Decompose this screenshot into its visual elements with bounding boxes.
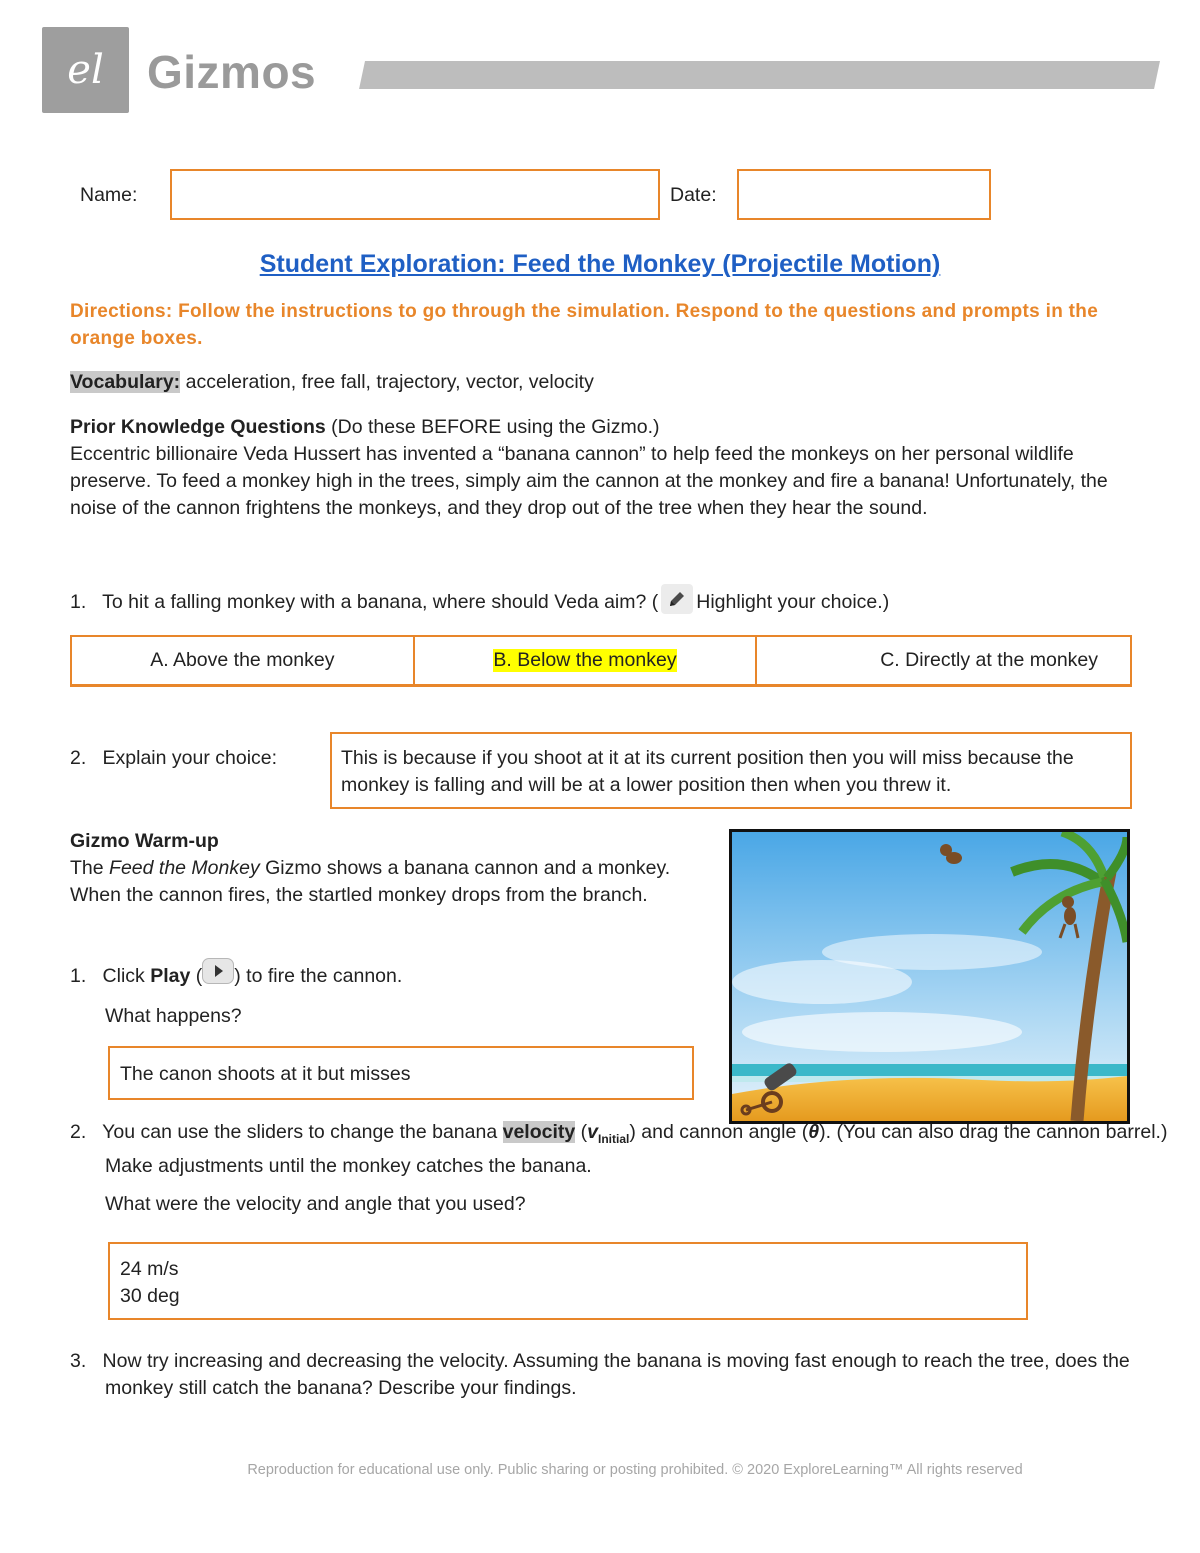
w1-text-before: Click: [102, 965, 151, 987]
vocabulary-terms: acceleration, free fall, trajectory, vector, velocity: [185, 371, 594, 393]
w1-text-after: ) to fire the cannon.: [234, 965, 403, 987]
w3-text: Now try increasing and decreasing the velocity. Assuming the banana is moving fast enough to reach the tree, does the monkey still catch the banana? Describe your findings.: [102, 1350, 1130, 1399]
warmup-desc-after: Gizmo shows a banana cannon and a monkey. When the cannon fires, the startled monkey drops from the branch.: [70, 857, 671, 906]
name-label: Name:: [80, 184, 138, 206]
warmup-gizmo-name: Feed the Monkey: [109, 857, 260, 879]
w1-answer: The canon shoots at it but misses: [120, 1063, 411, 1085]
q1-number: 1.: [70, 591, 87, 613]
w1-text-mid: (: [190, 965, 203, 987]
w2-answer-field[interactable]: [108, 1242, 1028, 1320]
w2-symbol-theta: θ: [808, 1121, 820, 1143]
explorelearning-logo: el: [67, 47, 104, 93]
prior-knowledge: [70, 414, 1140, 522]
w2-number: 2.: [70, 1121, 87, 1143]
q1-text-after: Highlight your choice.): [696, 591, 890, 613]
w2-subscript: Initial: [598, 1131, 630, 1146]
brand-name: Gizmos: [147, 46, 317, 98]
warmup-step-3: [70, 1348, 1175, 1402]
choice-a[interactable]: [72, 637, 413, 684]
q2-label: Explain your choice:: [102, 747, 278, 769]
w2-velocity-term: velocity: [502, 1121, 576, 1143]
page-title: Student Exploration: Feed the Monkey (Projectile Motion): [259, 250, 941, 278]
question-1: [70, 584, 889, 616]
prior-note: (Do these BEFORE using the Gizmo.): [331, 416, 660, 438]
prior-body: Eccentric billionaire Veda Hussert has invented a “banana cannon” to help feed the monkeys on her personal wildlife preserve. To feed a monkey high in the trees, simply aim the cannon at the monkey and fire a banana! Unfortunately, the noise of the cannon frightens the monkeys, and they drop out of the tree when they hear the sound.: [70, 443, 1108, 519]
w1-play-word: Play: [150, 965, 191, 987]
directions: Directions: Follow the instructions to go through the simulation. Respond to the questions and prompts in the orange boxes.: [70, 301, 1099, 349]
date-label: Date:: [670, 184, 717, 206]
choice-a-label: A. Above the monkey: [150, 649, 335, 671]
choice-b-label: B. Below the monkey: [493, 649, 677, 671]
vocabulary: [70, 369, 594, 396]
prior-heading: Prior Knowledge Questions: [70, 416, 326, 438]
warmup-desc-before: The: [70, 857, 110, 879]
beach-scene-illustration: [732, 832, 1127, 1121]
w2-text-a: You can use the sliders to change the banana: [102, 1121, 503, 1143]
q2-answer: This is because if you shoot at it at its current position then you will miss because the monkey is falling and will be at a lower position then when you threw it.: [341, 747, 1074, 796]
w2-text-d: ). (You can also drag the cannon barrel.) Make adjustments until the monkey catches the banana.: [105, 1121, 1168, 1177]
choice-c[interactable]: [755, 637, 1130, 684]
w1-question: What happens?: [105, 1005, 242, 1027]
q2-number: 2.: [70, 747, 87, 769]
warmup-step-1: [70, 958, 402, 990]
pencil-icon: [661, 584, 693, 614]
w2-text-b: (: [575, 1121, 588, 1143]
footer: Reproduction for educational use only. Public sharing or posting prohibited. © 2020 ExploreLearning™ All rights reserved: [247, 1462, 1023, 1478]
w3-number: 3.: [70, 1350, 87, 1372]
choice-b[interactable]: [413, 637, 756, 684]
w2-answer-velocity: 24 m/s: [120, 1258, 179, 1280]
question-2: [70, 745, 277, 772]
warmup-description: [70, 855, 700, 909]
q1-choices: [70, 635, 1132, 687]
header-bar: [359, 61, 1160, 89]
play-icon: [202, 958, 234, 984]
warmup-heading: Gizmo Warm-up: [70, 830, 219, 852]
q1-text-before: To hit a falling monkey with a banana, where should Veda aim? (: [102, 591, 659, 613]
w2-question: What were the velocity and angle that you used?: [105, 1193, 526, 1215]
choice-c-label: C. Directly at the monkey: [880, 649, 1099, 671]
gizmo-screenshot: [729, 829, 1130, 1124]
w2-text-c: ) and cannon angle (: [629, 1121, 809, 1143]
w2-answer-angle: 30 deg: [120, 1285, 180, 1307]
vocabulary-label: Vocabulary:: [70, 371, 181, 393]
name-field[interactable]: [170, 169, 660, 220]
warmup-step-2: [70, 1119, 1175, 1180]
w2-symbol-v: v: [587, 1121, 598, 1143]
date-field[interactable]: [737, 169, 991, 220]
w1-number: 1.: [70, 965, 87, 987]
